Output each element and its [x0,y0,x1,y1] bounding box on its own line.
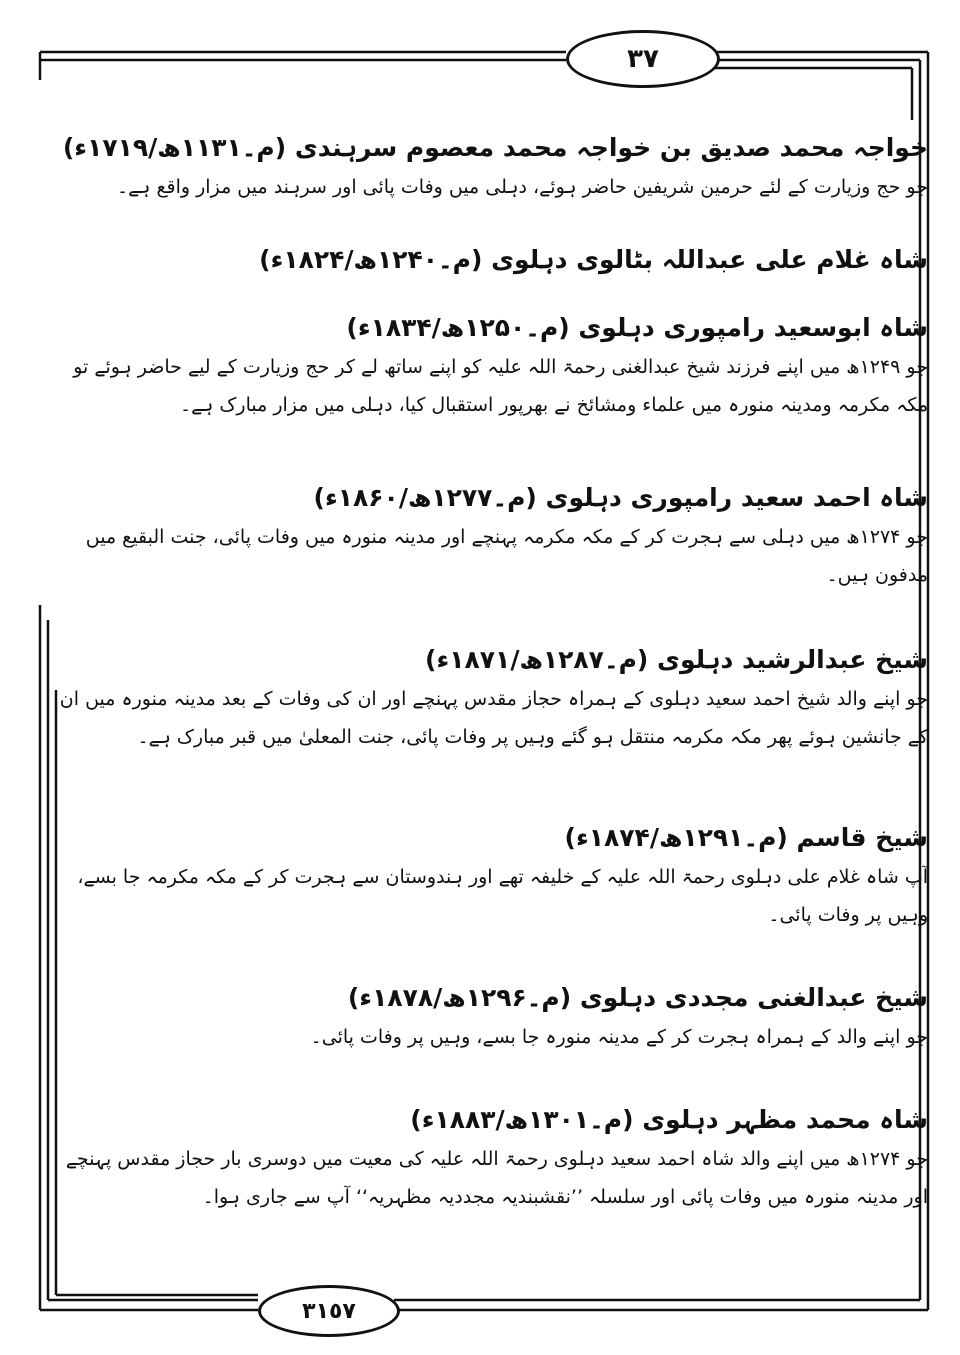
entry-heading: شیخ عبدالرشید دہلوی (م۔۱۲۸۷ھ/۱۸۷۱ء) [425,645,928,674]
entry-heading: شاہ محمد مظہر دہلوی (م۔۱۳۰۱ھ/۱۸۸۳ء) [410,1105,928,1134]
entry-5 [58,640,928,756]
entry-heading: خواجہ محمد صدیق بن خواجہ محمد معصوم سرہندی (م۔۱۱۳۱ھ/۱۷۱۹ء) [62,133,928,162]
entry-text: آپ شاہ غلام علی دہلوی رحمۃ اللہ علیہ کے خلیفہ تھے اور ہندوستان سے ہجرت کر کے مکہ مکرمہ جا بسے، وہیں پر وفات پائی۔ [77,866,928,926]
bottom-page-number: ٣١٥٧ [258,1285,400,1337]
entry-text: جو حج وزیارت کے لئے حرمین شریفین حاضر ہوئے، دہلی میں وفات پائی اور سرہند میں مزار واقع ہے۔ [117,176,928,198]
entry-text: جو ۱۲۴۹ھ میں اپنے فرزند شیخ عبدالغنی رحمۃ اللہ علیہ کو اپنے ساتھ لے کر حج وزیارت کے لیے حاضر ہوئے تو مکہ مکرمہ ومدینہ منورہ میں علماء ومشائخ نے بھرپور استقبال کیا، دہلی میں مزار مبارک ہے۔ [73,356,928,416]
entry-text: جو اپنے والد شیخ احمد سعید دہلوی کے ہمراہ حجاز مقدس پہنچے اور ان کی وفات کے بعد مدینہ منورہ میں ان کے جانشین ہوئے پھر مکہ مکرمہ منتقل ہو گئے وہیں پر وفات پائی، جنت المعلیٰ میں قبر مبارک ہے۔ [59,688,928,748]
entry-8 [58,1100,928,1216]
top-page-number: ٣٧ [566,30,720,88]
entry-heading: شیخ عبدالغنی مجددی دہلوی (م۔۱۲۹۶ھ/۱۸۷۸ء) [347,983,928,1012]
entry-heading: شیخ قاسم (م۔۱۲۹۱ھ/۱۸۷۴ء) [564,823,928,852]
entry-7 [58,978,928,1056]
entry-3 [58,308,928,424]
entry-heading: شاہ ابوسعید رامپوری دہلوی (م۔۱۲۵۰ھ/۱۸۳۴ء) [346,313,928,342]
entry-heading: شاہ احمد سعید رامپوری دہلوی (م۔۱۲۷۷ھ/۱۸۶۰ء) [313,483,928,512]
entry-heading: شاہ غلام علی عبداللہ بٹالوی دہلوی (م۔۱۲۴۰ھ/۱۸۲۴ء) [259,245,928,274]
entry-2 [58,240,928,280]
entry-text: جو اپنے والد کے ہمراہ ہجرت کر کے مدینہ منورہ جا بسے، وہیں پر وفات پائی۔ [310,1026,928,1048]
entry-4 [58,478,928,594]
entry-6 [58,818,928,934]
entry-1 [58,128,928,206]
entry-text: جو ۱۲۷۴ھ میں اپنے والد شاہ احمد سعید دہلوی رحمۃ اللہ علیہ کی معیت میں دوسری بار حجاز مقدس پہنچے اور مدینہ منورہ میں وفات پائی اور سلسلہ ’’نقشبندیہ مجددیہ مظہریہ‘‘ آپ سے جاری ہوا۔ [65,1148,928,1208]
entry-text: جو ۱۲۷۴ھ میں دہلی سے ہجرت کر کے مکہ مکرمہ پہنچے اور مدینہ منورہ میں وفات پائی، جنت البقیع میں مدفون ہیں۔ [85,526,928,586]
